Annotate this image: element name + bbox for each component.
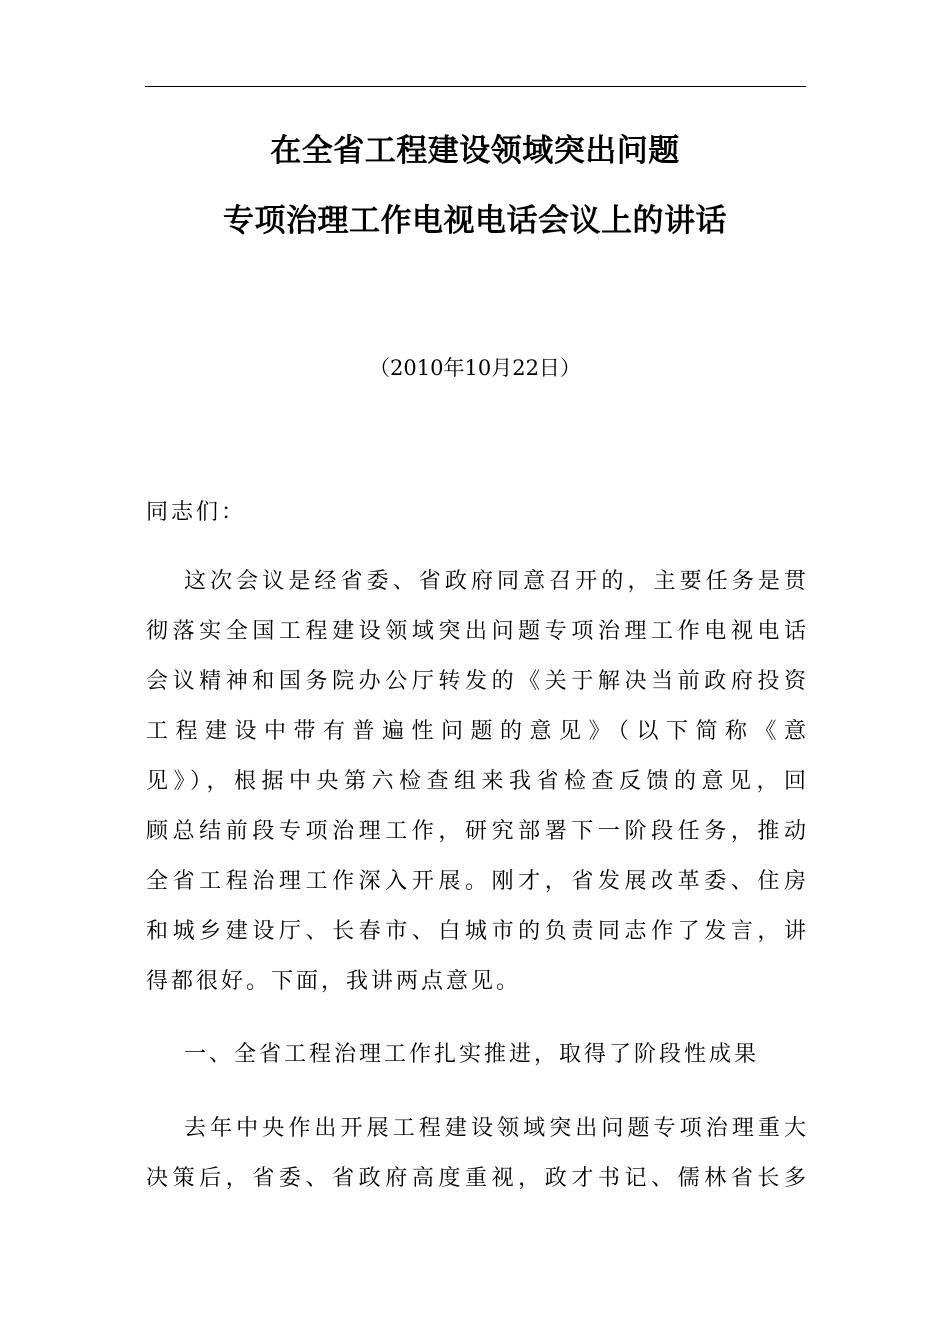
paragraph-line: 彻落实全国工程建设领域突出问题专项治理工作电视电话 — [146, 619, 806, 644]
paragraph-line: 工程建设中带有普遍性问题的意见》（以下简称《意 — [146, 719, 806, 744]
paragraph-line: 决策后，省委、省政府高度重视，政才书记、儒林省长多 — [146, 1166, 806, 1191]
paragraph-line: 得都很好。下面，我讲两点意见。 — [146, 969, 522, 994]
paragraph-line: 顾总结前段专项治理工作，研究部署下一阶段任务，推动 — [146, 819, 806, 844]
paragraph-line: 全省工程治理工作深入开展。刚才，省发展改革委、住房 — [146, 869, 806, 894]
paragraph-line: 和城乡建设厅、长春市、白城市的负责同志作了发言，讲 — [146, 919, 806, 944]
document-title-line-1: 在全省工程建设领域突出问题 — [270, 133, 680, 169]
paragraph-line: 会议精神和国务院办公厅转发的《关于解决当前政府投资 — [146, 669, 806, 694]
paragraph-line: 见》），根据中央第六检查组来我省检查反馈的意见，回 — [146, 769, 806, 794]
paragraph-line: 这次会议是经省委、省政府同意召开的，主要任务是贯 — [184, 569, 806, 594]
paragraph-line: 去年中央作出开展工程建设领域突出问题专项治理重大 — [184, 1116, 806, 1141]
salutation: 同志们： — [146, 500, 247, 525]
header-rule — [145, 86, 806, 87]
section-heading-1: 一、全省工程治理工作扎实推进，取得了阶段性成果 — [184, 1042, 760, 1067]
document-title-line-2: 专项治理工作电视电话会议上的讲话 — [223, 203, 727, 239]
speech-date: （2010年10月22日） — [369, 356, 581, 380]
